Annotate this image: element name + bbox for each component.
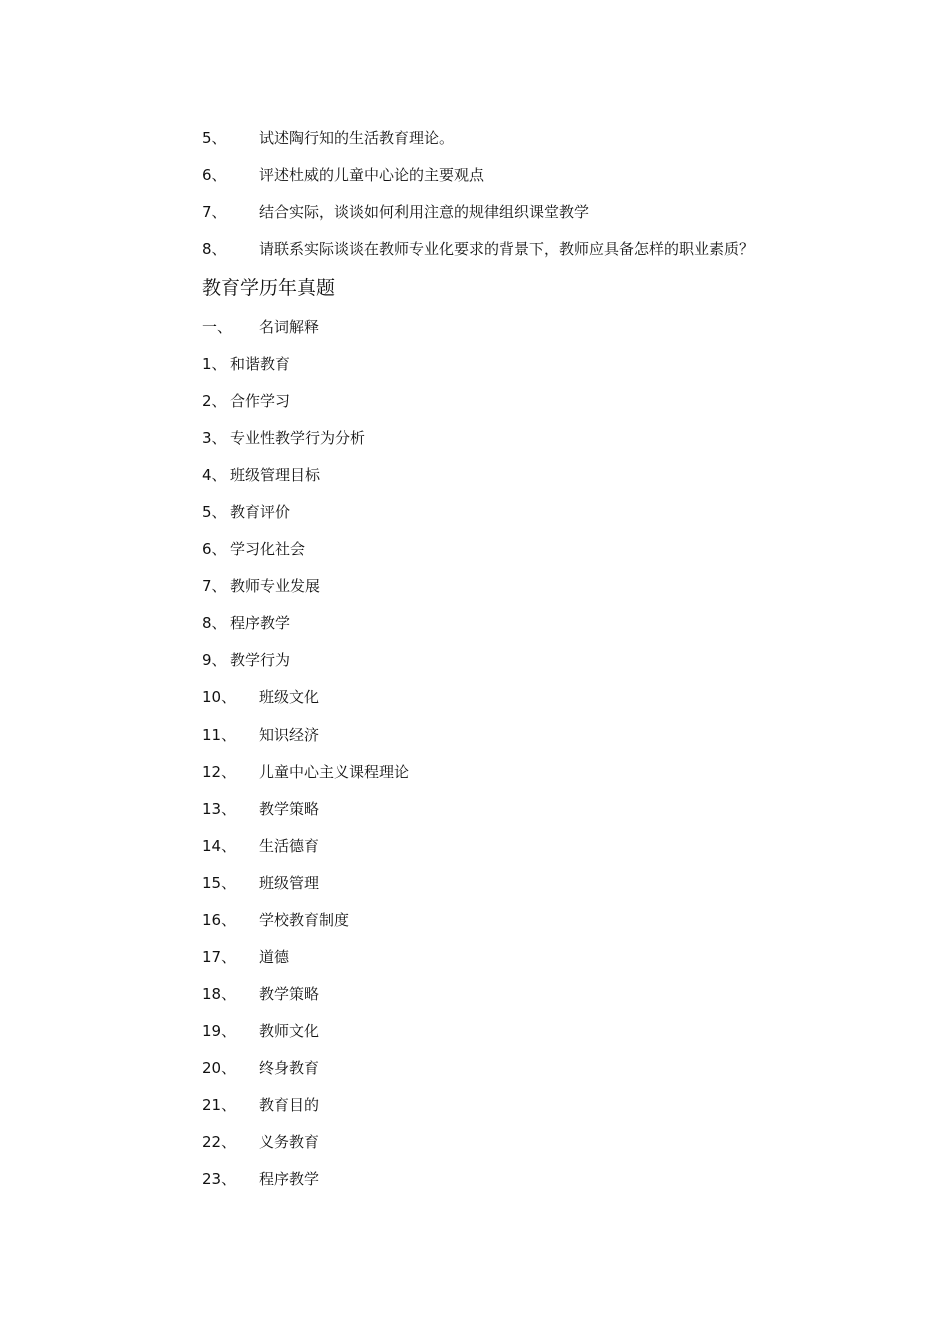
item-number: 1、 <box>202 355 227 373</box>
item-number: 6、 <box>202 540 227 558</box>
item-number: 23、 <box>202 1170 237 1188</box>
item-number: 16、 <box>202 911 237 929</box>
item-number: 18、 <box>202 985 237 1003</box>
item-text: 程序教学 <box>259 1170 320 1188</box>
item-number: 12、 <box>202 763 237 781</box>
term-item <box>202 724 319 746</box>
term-item <box>202 501 290 523</box>
term-item <box>202 427 365 449</box>
item-text: 请联系实际谈谈在教师专业化要求的背景下，教师应具备怎样的职业素质？ <box>259 240 755 258</box>
term-item <box>202 872 319 894</box>
item-number: 13、 <box>202 800 237 818</box>
item-number: 20、 <box>202 1059 237 1077</box>
item-text: 知识经济 <box>259 726 320 744</box>
term-item <box>202 946 289 968</box>
item-number: 15、 <box>202 874 237 892</box>
item-text: 终身教育 <box>259 1059 320 1077</box>
term-item <box>202 353 290 375</box>
term-item <box>202 1168 319 1190</box>
term-item <box>202 649 290 671</box>
item-number: 5、 <box>202 129 227 147</box>
item-text: 试述陶行知的生活教育理论。 <box>259 129 455 147</box>
question-item <box>202 127 454 149</box>
term-item <box>202 1057 319 1079</box>
item-number: 9、 <box>202 651 227 669</box>
item-number: 5、 <box>202 503 227 521</box>
term-item <box>202 835 319 857</box>
term-item <box>202 1094 319 1116</box>
term-item <box>202 686 319 708</box>
item-number: 19、 <box>202 1022 237 1040</box>
item-text: 教学策略 <box>259 800 320 818</box>
item-text: 教育评价 <box>230 503 291 521</box>
term-item <box>202 983 319 1005</box>
item-text: 儿童中心主义课程理论 <box>259 763 410 781</box>
item-text: 教育目的 <box>259 1096 320 1114</box>
item-number: 17、 <box>202 948 237 966</box>
question-item <box>202 201 589 223</box>
item-text: 程序教学 <box>230 614 291 632</box>
item-text: 合作学习 <box>230 392 291 410</box>
item-text: 生活德育 <box>259 837 320 855</box>
term-item <box>202 575 320 597</box>
item-text: 道德 <box>259 948 290 966</box>
term-item <box>202 1020 319 1042</box>
question-item <box>202 164 484 186</box>
item-text: 教学行为 <box>230 651 291 669</box>
item-number: 7、 <box>202 577 227 595</box>
item-number: 10、 <box>202 688 237 706</box>
item-text: 学校教育制度 <box>259 911 350 929</box>
item-number: 8、 <box>202 240 227 258</box>
item-text: 教师文化 <box>259 1022 320 1040</box>
term-item <box>202 538 305 560</box>
item-text: 教师专业发展 <box>230 577 321 595</box>
item-number: 11、 <box>202 726 237 744</box>
term-item <box>202 909 349 931</box>
item-number: 2、 <box>202 392 227 410</box>
item-text: 评述杜威的儿童中心论的主要观点 <box>259 166 485 184</box>
item-text: 班级文化 <box>259 688 320 706</box>
item-number: 14、 <box>202 837 237 855</box>
item-text: 义务教育 <box>259 1133 320 1151</box>
item-number: 7、 <box>202 203 227 221</box>
term-item <box>202 464 320 486</box>
item-text: 班级管理目标 <box>230 466 321 484</box>
item-number: 21、 <box>202 1096 237 1114</box>
item-text: 教学策略 <box>259 985 320 1003</box>
term-item <box>202 612 290 634</box>
item-number: 4、 <box>202 466 227 484</box>
question-item <box>202 238 754 260</box>
term-item <box>202 390 290 412</box>
item-text: 学习化社会 <box>230 540 306 558</box>
section-title: 教育学历年真题 <box>202 277 336 299</box>
item-number: 8、 <box>202 614 227 632</box>
item-text: 结合实际，谈谈如何利用注意的规律组织课堂教学 <box>259 203 590 221</box>
term-item <box>202 761 409 783</box>
part-heading <box>202 316 319 338</box>
part-number: 一、 <box>202 318 233 336</box>
item-number: 22、 <box>202 1133 237 1151</box>
part-text: 名词解释 <box>259 318 320 336</box>
term-item <box>202 798 319 820</box>
item-text: 班级管理 <box>259 874 320 892</box>
term-item <box>202 1131 319 1153</box>
item-number: 6、 <box>202 166 227 184</box>
item-text: 专业性教学行为分析 <box>230 429 366 447</box>
item-text: 和谐教育 <box>230 355 291 373</box>
item-number: 3、 <box>202 429 227 447</box>
